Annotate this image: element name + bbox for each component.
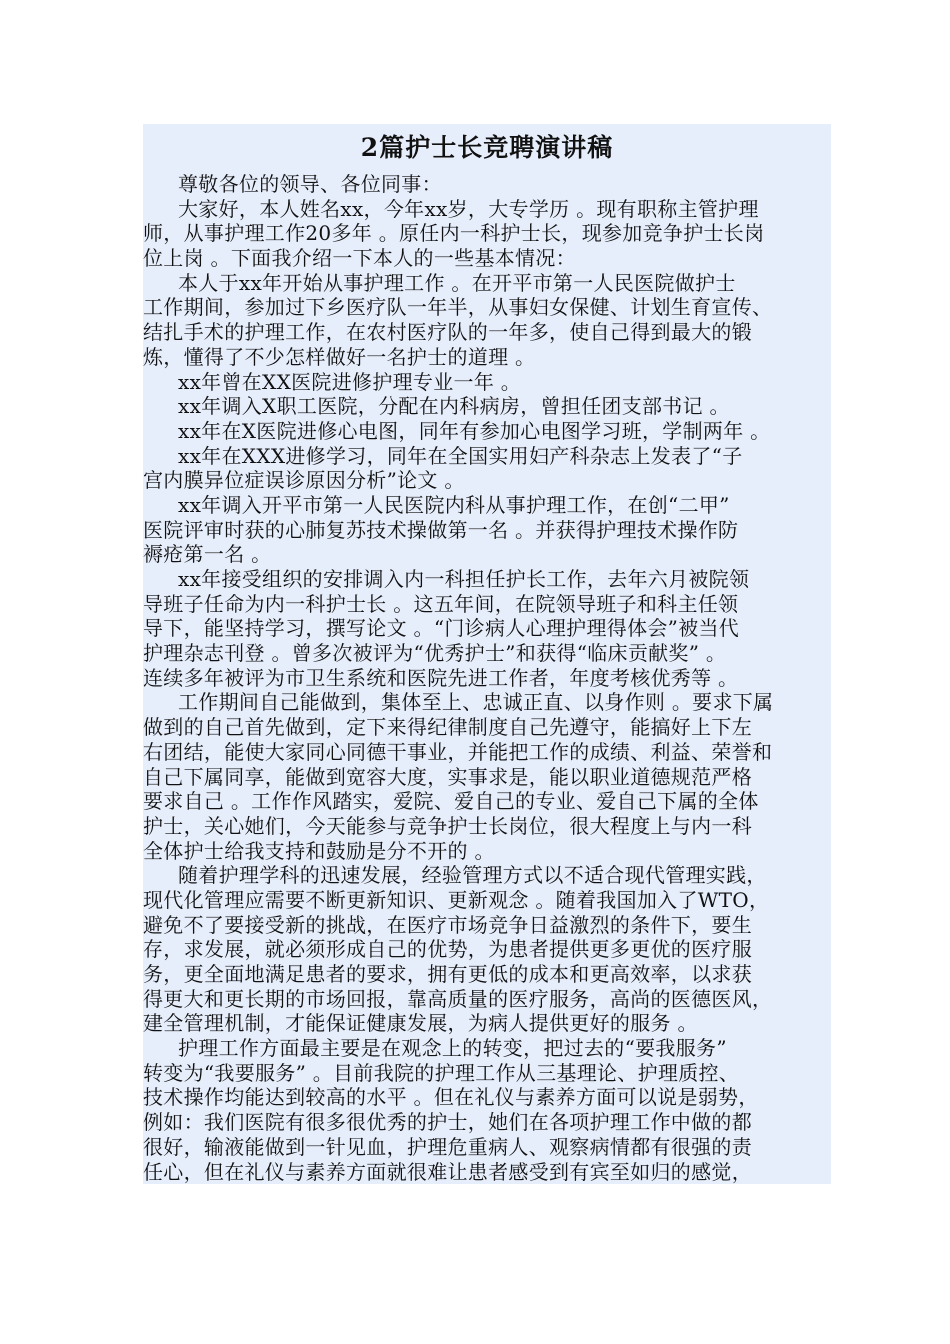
text-line: 连续多年被评为市卫生系统和医院先进工作者，年度考核优秀等 。 xyxy=(143,666,831,691)
text-line: 随着护理学科的迅速发展，经验管理方式以不适合现代管理实践， xyxy=(143,863,831,888)
text-line: 全体护士给我支持和鼓励是分不开的 。 xyxy=(143,839,831,864)
text-line: 位上岗 。下面我介绍一下本人的一些基本情况： xyxy=(143,246,831,271)
text-line: xx年曾在XX医院进修护理专业一年 。 xyxy=(143,370,831,395)
text-line: 导下，能坚持学习，撰写论文 。“门诊病人心理护理得体会”被当代 xyxy=(143,616,831,641)
text-line: 工作期间，参加过下乡医疗队一年半，从事妇女保健、计划生育宣传、 xyxy=(143,295,831,320)
text-line: 尊敬各位的领导、各位同事： xyxy=(143,172,831,197)
text-line: 护理工作方面最主要是在观念上的转变，把过去的“要我服务” xyxy=(143,1036,831,1061)
text-line: 存，求发展，就必须形成自己的优势，为患者提供更多更优的医疗服 xyxy=(143,937,831,962)
text-line: 本人于xx年开始从事护理工作 。在开平市第一人民医院做护士 xyxy=(143,271,831,296)
text-line: xx年在XXX进修学习，同年在全国实用妇产科杂志上发表了“子 xyxy=(143,444,831,469)
text-line: 得更大和更长期的市场回报，靠高质量的医疗服务，高尚的医德医风， xyxy=(143,987,831,1012)
text-line: xx年在X医院进修心电图，同年有参加心电图学习班，学制两年 。 xyxy=(143,419,831,444)
text-line: 任心，但在礼仪与素养方面就很难让患者感受到有宾至如归的感觉， xyxy=(143,1160,831,1185)
text-line: 宫内膜异位症误诊原因分析”论文 。 xyxy=(143,468,831,493)
text-line: 要求自己 。工作作风踏实，爱院、爱自己的专业、爱自己下属的全体 xyxy=(143,789,831,814)
document-text xyxy=(143,172,831,1184)
text-line: 护理杂志刊登 。曾多次被评为“优秀护士”和获得“临床贡献奖” 。 xyxy=(143,641,831,666)
text-line: 工作期间自己能做到，集体至上、忠诚正直、以身作则 。要求下属 xyxy=(143,690,831,715)
text-line: 褥疮第一名 。 xyxy=(143,542,831,567)
text-line: 右团结，能使大家同心同德干事业，并能把工作的成绩、利益、荣誉和 xyxy=(143,740,831,765)
text-line: 结扎手术的护理工作，在农村医疗队的一年多，使自己得到最大的锻 xyxy=(143,320,831,345)
text-line: xx年接受组织的安排调入内一科担任护长工作，去年六月被院领 xyxy=(143,567,831,592)
text-line: 建全管理机制，才能保证健康发展，为病人提供更好的服务 。 xyxy=(143,1011,831,1036)
text-line: 务，更全面地满足患者的要求，拥有更低的成本和更高效率，以求获 xyxy=(143,962,831,987)
text-line: 师，从事护理工作20多年 。原任内一科护士长，现参加竞争护士长岗 xyxy=(143,221,831,246)
text-line: 很好，输液能做到一针见血，护理危重病人、观察病情都有很强的责 xyxy=(143,1135,831,1160)
text-line: 做到的自己首先做到，定下来得纪律制度自己先遵守，能搞好上下左 xyxy=(143,715,831,740)
text-line: 大家好，本人姓名xx，今年xx岁，大专学历 。现有职称主管护理 xyxy=(143,197,831,222)
text-line: 医院评审时获的心肺复苏技术操做第一名 。并获得护理技术操作防 xyxy=(143,518,831,543)
text-line: 炼，懂得了不少怎样做好一名护士的道理 。 xyxy=(143,345,831,370)
text-line: 技术操作均能达到较高的水平 。但在礼仪与素养方面可以说是弱势， xyxy=(143,1085,831,1110)
text-line: xx年调入开平市第一人民医院内科从事护理工作，在创“二甲” xyxy=(143,493,831,518)
text-line: 导班子任命为内一科护士长 。这五年间，在院领导班子和科主任领 xyxy=(143,592,831,617)
text-line: 例如：我们医院有很多很优秀的护士，她们在各项护理工作中做的都 xyxy=(143,1110,831,1135)
text-line: 护士，关心她们，今天能参与竞争护士长岗位，很大程度上与内一科 xyxy=(143,814,831,839)
document-title: 2篇护士长竞聘演讲稿 xyxy=(143,124,831,172)
text-line: 转变为“我要服务” 。目前我院的护理工作从三基理论、护理质控、 xyxy=(143,1061,831,1086)
document-body xyxy=(143,124,831,1184)
text-line: 避免不了要接受新的挑战，在医疗市场竞争日益激烈的条件下，要生 xyxy=(143,913,831,938)
text-line: 现代化管理应需要不断更新知识、更新观念 。随着我国加入了WTO， xyxy=(143,888,831,913)
text-line: xx年调入X职工医院，分配在内科病房，曾担任团支部书记 。 xyxy=(143,394,831,419)
text-line: 自己下属同享，能做到宽容大度，实事求是，能以职业道德规范严格 xyxy=(143,765,831,790)
